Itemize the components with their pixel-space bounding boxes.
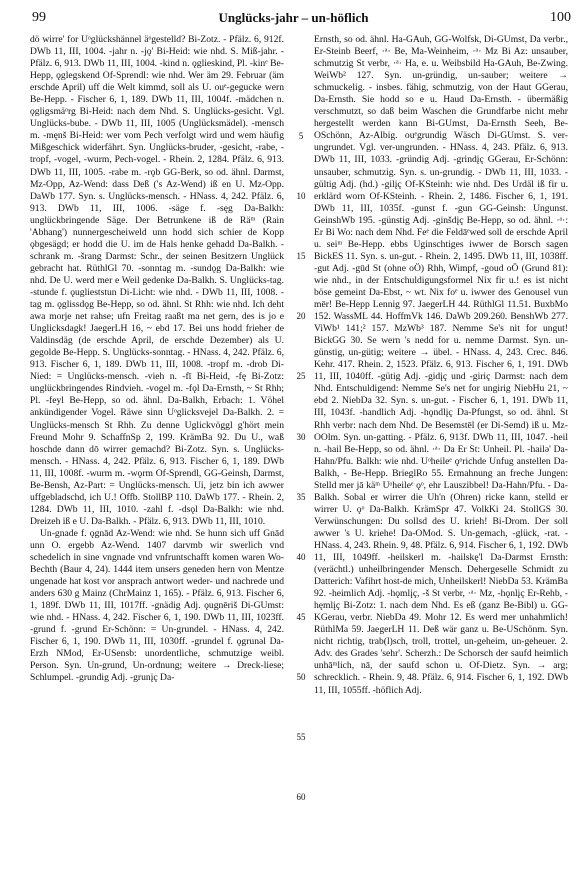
page-header	[0, 10, 587, 30]
line-number: 15	[296, 251, 306, 261]
line-number: 10	[296, 191, 306, 201]
line-number: 50	[296, 672, 306, 682]
line-number: 25	[296, 371, 306, 381]
right-column	[314, 34, 568, 870]
line-number: 35	[296, 492, 306, 502]
line-number: 5	[298, 131, 304, 141]
line-number: 45	[296, 612, 306, 622]
line-number: 55	[296, 732, 306, 742]
line-number: 20	[296, 311, 306, 321]
line-number: 30	[296, 432, 306, 442]
page-number-left: 99	[32, 10, 46, 25]
entry-ungrundig-continued: Ernsth, so od. ähnl. Ha-GAuh, GG-Wolfsk, Di-GUmst, Da verbr., Er-Steinb Beerf, ·ᵃ· Be, Ma-Weinheim, ·ᵃ· Mz Bi Az: unsauber, schmutzig St verbr, ·ᵃ· Ha, e. u. Weibsbild Ha-GAuh, Be-Zwing. WeiWb² 127. Syn. un-gründig, un-sauber; weitere → schmuckelig. - insbes. fähig, schmutzig, von der Haut GGerau, Da-Ernsth. Sie hodd so e u. Haud Da-Ernsth. - übermäßig verschmutzt, so daß beim Waschen die Grundfarbe nicht mehr hergestellt werden kann Bi-GUmst, Da-Ernsth Seeh, Be-OSchönn, Az-Albig. ouᵉgrundig Wäsch Di-GUmst. S. ver-ungrundet. Vgl. ver-ungrunden. - HNass. 4, 243. Pfälz. 6, 913. DWb 11, III, 1033. -gründig Adj. -grindįç GGerau, Er-Schönn: unsauber, schmutzig. Syn. s. un-grundig. - DWb 11, III, 1033. -gültig Adj. (hd.) -gilįç Of-KSteinh: wie nhd. Des Urdäl iß fir u. erklärd worn Of-KSteinh. - Rhein. 2, 1486. Fischer 6, 1, 191. DWb 11, III, 1035f. -gunst f. -gun GG-Geinsh: Ungunst. GeinshWb 195. -günstig Adj. -ginšdįç Be-Hepp, so od. ähnl. ·ᵃ·: Er Bi Wo: nach dem Nhd. Feᵉ die Feldāᵉwed soll de erschde April u. seiᵐ Be-Hepp. ebbs Uginschtiges iwwer de Borsch sagen BickES 11. Syn. s. un-gut. - Rhein. 2, 1495. DWb 11, III, 1038ff. -gut Adj. -gūd St (ohne oÖ) Rhh, Wimpf, -goud oÖ (Grund 81): wie nhd., in der Entschuldigungsformel Nix fir u.! es ist nicht böse gemeint Da-Ebst, ~ wt. Nix foᵉ u. iwwer des Genousel vun mēr! Be-Hepp Lennig 97. JaegerLH 44. RüthlGl 11.51. BuxbMo 152. WassML 44. HoffmVk 146. DaWb 209.260. BenshWb 277. ViWb¹ 141;² 157. MzWb³ 187. Nemme Se's nit for ungut! BickGG 30. Se wern 's nedd for u. nemme Darmst. Syn. un-günstig, un-gütig; weitere → übel. - HNass. 4, 243. Crec. 846. Kehr. 417. Rhein. 2, 1523. Pfälz. 6, 913. Fischer 6, 1, 191. DWb 11, III, 1040ff. -gütig Adj. -gidįç und -giriç Darmst: nach dem Nhd. Entschuldigend: Nemme Se's net for ungirig NiebHu 21, ~ ebd 2. NiebDa 32. Syn. s. un-gut. - Fischer 6, 1, 191. DWb 11, III, 1043f. -handlich Adj. -hǫndlįç Da-Pfungst, so od. ähnl. St Rhh verbr: nach dem Nhd. De Besemstēl (er Di-Semd) iß u. Mz-OOlm. Syn. un-gatting. - Pfälz. 6, 913f. DWb 11, III, 1047. -heil n. -hail Be-Hepp, so od. ähnl. ·ᵃ· Da Er St: Unheil. Pl. -hailǝ' Da-Hahn/Pfu. Balkh: wie nhd. Uᵒheileᵉ ǫᵒrichde Unfug anstellen Da-Balkh, - Be-Hepp. BrieglRo 55. Ermahnung an freche Jungen: Stelld mer jā käᵐ Uᵒheileᵉ ǫᵒ, ehr Lauszibbel! Da-Hahn/Pfu. - Da-Balkh. Sobal er wirrer die Uh'n (Ohren) ricke kann, stelld er wirrer U. ǫᵒ Da-Balkh. KrämSpr 47. VolkKi 24. StollGS 30. Verwünschungen: Du sollsd des U. krieh! Bi-Drom. Der soll awwer 's U. kriehe! Da-OMod. S. Un-gemach, -glück, -rat. - HNass. 4, 243. Rhein. 9, 48. Pfälz. 6, 914. Fischer 6, 1, 192. DWb 11, III, 1049ff. -heilskerl m. -hailskę'l Da-Darmst Ernsth: (verächtl.) unheilbringender Mensch. Dehergeselle Schmidt zu Datterich: Vafihrt host-de mich, Unheilskerl! NiebDa 53. KrämBa 92. -heimlich Adj. -hǫmlįç, -š St verbr, ·ᵃ· Mz, -hǫnlįç Er-Rehb, -hęmlįç Bi-Zotz: 1. nach dem Nhd. Es eß (ganz Be-Bibl) u. GG-KGerau, verbr. NiebDa 49. Mohr 12. Es werd mer unhahmlich! RüthlMa 59. JaegerLH 11. Deß wär ganz u. Be-USchönm. Syn. nicht richtig, trab(l)sch, troll, trottel, un-geheim, un-geheuer. 2. Adv. des Grades 'sehr'. Scherzh.: De Schorsch der saufd heimlich unhāᵐlich, nā, der saufd schon u. Of-Dietz. Syn. → arg; schrecklich. - Rhein. 9, 48. Pfälz. 6, 914. Fischer 6, 1, 192. DWb 11, III, 1055ff. -höflich Adj.	[314, 34, 568, 696]
left-column	[30, 34, 284, 870]
line-number: 40	[296, 552, 306, 562]
entry-ungnade: Un-gnade f. ǫgnād Az-Wend: wie nhd. Se hunn sich uff Gnād unn O. ergebb Az-Wend. 1407 darvmb wir swerlich vnd schedelich in sine vngnade vnd vnfruntschafft komen waren Wo-Bechth (Baur 4, 24). 1444 item unsers geneden hern von Mentze ungenade hat kost vor ansprach antwort weder- und nachrede und anders 630 g Mainz (ChrMainz 1, 165). - Pfälz. 6, 913. Fischer 6, 1, 189f. DWb 11, III, 1017ff. -gnädig Adj. ǫugnēriš Di-GUmst: wie nhd. - HNass. 4, 242. Fischer 6, 1, 190. DWb 11, III, 1023ff. -grund f. -grund Er-Schönn: = Un-grundel. - HNass. 4, 242. Fischer 6, 1, 190. DWb 11, III, 1030ff. -grundel f. ǫgrunǝl Da-Erzh NMod, Er-USensb: unordentliche, schmutzige weibl. Person. Syn. Un-grund, Un-ordnung; weitere → Dreck-liese; Schlumpel. -grundig Adj. -grunįç Da-	[30, 527, 284, 684]
running-title: Unglücks-jahr – un-höflich	[218, 10, 369, 25]
line-number: 60	[296, 792, 306, 802]
page-number-right: 100	[550, 10, 571, 25]
entry-unglueck-compounds: dö wirre' for Uᵒglückshännel äᵒgestelld? Bi-Zotz. - Pfälz. 6, 912f. DWb 11, III, 1004. -jahr n. -jǫ' Bi-Heid: wie nhd. S. Miß-jahr. - Pfälz. 6, 913. DWb 11, III, 1004. -kind n. ǫglieskind, Pl. -kinᵉ Be-Hepp, ǫglegskend Of-Sprendl: wie nhd. Wer äm 29. Februar (äm erschde April) uff die Welt kimmd, soll als U. ouᵉ-gegucke wern Be-Hepp. - Fischer 6, 1, 189. DWb 11, III, 1004f. -mädchen n. ǫgligsmäᵒrg Bi-Heid: nach dem Nhd. S. Unglücks-gesicht. Vgl. Unglücks-bube. - DWb 11, III, 1005 (Unglücksmädel). -mensch m. -męnš Bi-Heid: wer vom Pech verfolgt wird und wem häufig Mißgeschick widerfährt. Syn. Unglücks-bruder, -gesicht, -rabe, -tropf, -vogel, -wurm, Pech-vogel. - Rhein. 2, 1284. Pfälz. 6, 913. DWb 11, III, 1005. -rabe m. -rǫb GG-Berk, so od. ähnl. Darmst, Mz-Opp, Az-Wend: dass Deß ('s Az-Wend) iß en U. Mz-Opp. DaWb 177. Syn. s. Unglücks-mensch. - HNass. 4, 242. Pfälz. 6, 913. DWb 11, III, 1006. -säge f. -sęg Da-Balkh: unglückbringende Säge. Der Betrunkene iß de Räᵐ (Rain 'Abhang') nunnergescheiweld unn hodd sich schier de Kopp ǫbgesägd; er hodd die U. im de Hals henke gehadd Da-Balkh. -schrank m. -šrang Darmst: Schr., der seinen Besitzern Unglück gebracht hat. RüthlGl 70. -sonntag m. -sundǫg Da-Balkh: wie nhd. De U. werd mer e Weil gedenke Da-Balkh. S. Unglücks-tag. -stunde f. ǫuglieststun Di-Licht: wie nhd. - DWb 11, III, 1008. -tag m. ǫglissdǫg Be-Hepp, so od. ähnl. St Rhh: wie nhd. Ich deht awa morje net rahse; ufn Freitag raaßt ma net gern, des is jo e Unglicksdagk! JaegerLH 16, ~ ebd 17. Bei uns hodd frieher de Valdinsdäg (de erschde April, de erschde Dezember) als U. gegolde Be-Hepp. S. Unglücks-sonntag. - HNass. 4, 242. Pfälz. 6, 913. Fischer 6, 1, 189. DWb 11, III, 1008. -tropf m. -drob Di-Nied: = Unglücks-mensch. -vieh n. -fī Bi-Heid, -fę Bi-Zotz: unglückbringendes Rindvieh. -vogel m. -fǫl Da-Ernsth, ~ St Rhh; Pl. -feyl Be-Hepp, so od. ähnl. Da-Balkh, Erbach: 1. Vöhel ankündigender Vogel. Räwe sinn Uᵒglicksvejel Da-Balkh. 2. = Unglücks-mensch St Rhh. Zu denne Uglickvöggl g'hört mein Freund Mohr 9. SchaffnSp 2, 199. KrämBa 92. Du U., waß hoschde dann dō wirrer gemachd? Bi-Zotz. Syn. s. Unglücks-mensch. - HNass. 4, 242. Pfälz. 6, 913. Fischer 6, 1, 189. DWb 11, III, 1008f. -wurm m. -wǫrm Of-Sprendl, GG-Geinsh, Darmst, Be-Bensh, Az-Part: = Unglücks-mensch. Ui, jetz bin ich awwer uffgebladschd, ich U.! Offb. StollBP 110. DaWb 177. - Rhein. 2, 1284. DWb 11, III, 1010. -zahl f. -dsǫl Da-Balkh: wie nhd. Dreizeh iß e U. Da-Balkh. - Pfälz. 6, 913. DWb 11, III, 1010.	[30, 34, 284, 527]
